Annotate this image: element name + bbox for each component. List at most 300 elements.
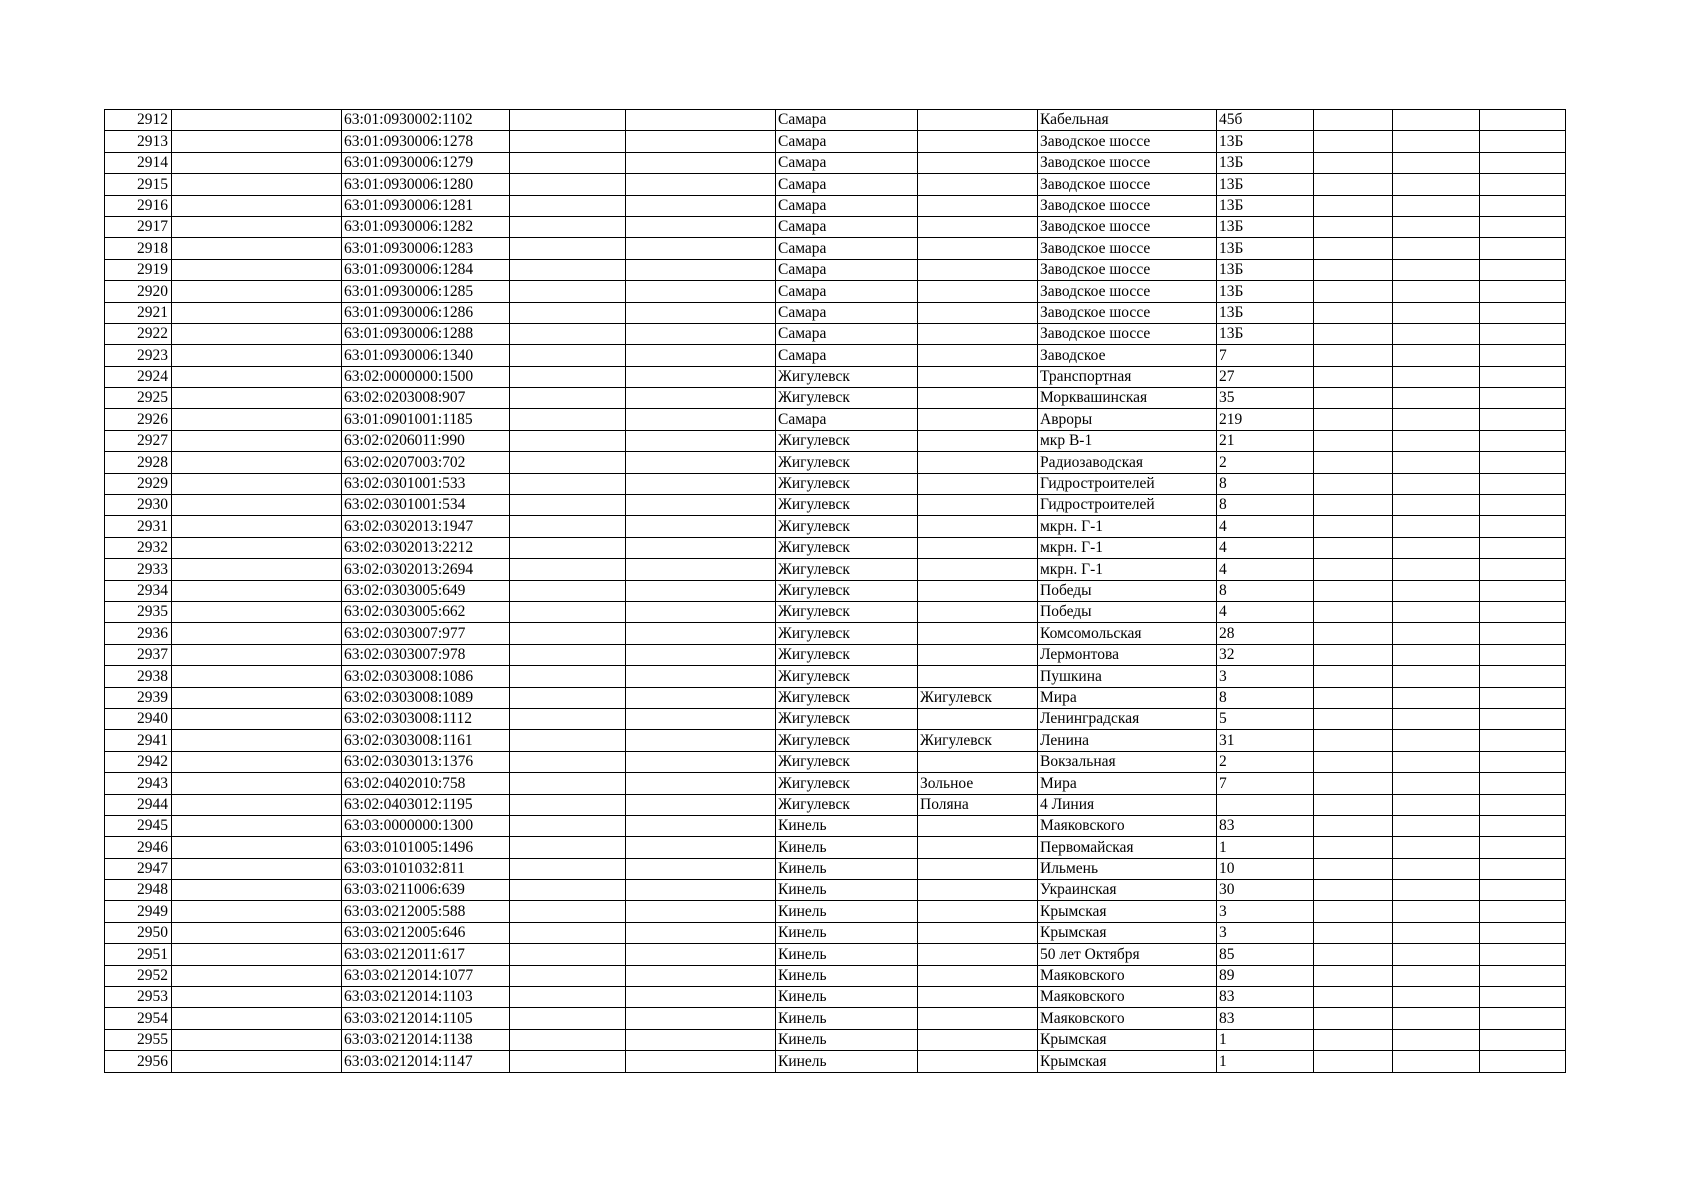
cadastral-number-cell: 63:03:0211006:639 [342,880,510,901]
city-cell: Кинель [776,987,918,1008]
house-number-cell: 8 [1217,580,1314,601]
empty-cell [172,259,342,280]
street-cell: Первомайская [1038,837,1217,858]
empty-cell [1314,815,1393,836]
row-number-cell: 2934 [105,580,172,601]
street-cell: Кабельная [1038,110,1217,131]
empty-cell [1314,708,1393,729]
city-cell: Самара [776,110,918,131]
house-number-cell: 31 [1217,730,1314,751]
cadastral-number-cell: 63:03:0101032:811 [342,858,510,879]
empty-cell [510,1008,626,1029]
empty-cell [510,195,626,216]
cadastral-number-cell: 63:02:0203008:907 [342,388,510,409]
empty-cell [1480,644,1566,665]
row-number-cell: 2951 [105,944,172,965]
empty-cell [510,794,626,815]
empty-cell [626,623,776,644]
empty-cell [1314,131,1393,152]
empty-cell [1480,366,1566,387]
empty-cell [172,323,342,344]
house-number-cell: 4 [1217,601,1314,622]
empty-cell [1393,409,1480,430]
empty-cell [1480,409,1566,430]
empty-cell [1393,537,1480,558]
locality-cell [918,708,1038,729]
table-row [105,944,1566,965]
empty-cell [1393,751,1480,772]
street-cell: Маяковского [1038,987,1217,1008]
street-cell: Авроры [1038,409,1217,430]
cadastral-number-cell: 63:02:0303008:1161 [342,730,510,751]
empty-cell [1314,345,1393,366]
empty-cell [1480,259,1566,280]
empty-cell [1314,323,1393,344]
house-number-cell: 8 [1217,495,1314,516]
street-cell: Победы [1038,580,1217,601]
empty-cell [1480,495,1566,516]
city-cell: Жигулевск [776,773,918,794]
empty-cell [510,216,626,237]
empty-cell [172,559,342,580]
cadastral-number-cell: 63:02:0303005:662 [342,601,510,622]
row-number-cell: 2937 [105,644,172,665]
empty-cell [172,495,342,516]
table-row [105,110,1566,131]
empty-cell [1393,345,1480,366]
empty-cell [1314,687,1393,708]
empty-cell [626,794,776,815]
house-number-cell: 219 [1217,409,1314,430]
empty-cell [1480,302,1566,323]
empty-cell [626,922,776,943]
house-number-cell: 7 [1217,345,1314,366]
empty-cell [510,110,626,131]
street-cell: Заводское шоссе [1038,195,1217,216]
row-number-cell: 2924 [105,366,172,387]
locality-cell [918,516,1038,537]
locality-cell [918,452,1038,473]
house-number-cell: 13Б [1217,152,1314,173]
street-cell: Ленинградская [1038,708,1217,729]
house-number-cell: 13Б [1217,323,1314,344]
empty-cell [1393,152,1480,173]
empty-cell [1480,174,1566,195]
cadastral-number-cell: 63:01:0930006:1284 [342,259,510,280]
house-number-cell: 83 [1217,1008,1314,1029]
street-cell: Крымская [1038,1051,1217,1072]
empty-cell [510,345,626,366]
empty-cell [1314,837,1393,858]
empty-cell [626,901,776,922]
city-cell: Самара [776,323,918,344]
empty-cell [1314,858,1393,879]
table-row [105,388,1566,409]
city-cell: Жигулевск [776,794,918,815]
cadastral-number-cell: 63:03:0212011:617 [342,944,510,965]
empty-cell [1393,452,1480,473]
row-number-cell: 2930 [105,495,172,516]
empty-cell [172,174,342,195]
city-cell: Самара [776,195,918,216]
empty-cell [626,580,776,601]
city-cell: Кинель [776,880,918,901]
city-cell: Самара [776,131,918,152]
city-cell: Жигулевск [776,601,918,622]
table-row [105,152,1566,173]
empty-cell [172,601,342,622]
empty-cell [1314,195,1393,216]
city-cell: Жигулевск [776,495,918,516]
empty-cell [172,430,342,451]
empty-cell [626,259,776,280]
table-row [105,1008,1566,1029]
street-cell: Гидростроителей [1038,495,1217,516]
cadastral-number-cell: 63:01:0930006:1286 [342,302,510,323]
house-number-cell: 28 [1217,623,1314,644]
city-cell: Жигулевск [776,623,918,644]
cadastral-number-cell: 63:02:0302013:2212 [342,537,510,558]
empty-cell [510,965,626,986]
empty-cell [510,495,626,516]
empty-cell [1314,216,1393,237]
street-cell: Крымская [1038,901,1217,922]
locality-cell [918,152,1038,173]
empty-cell [1480,281,1566,302]
empty-cell [510,730,626,751]
empty-cell [1480,323,1566,344]
empty-cell [510,880,626,901]
empty-cell [1393,858,1480,879]
house-number-cell: 1 [1217,1029,1314,1050]
empty-cell [510,452,626,473]
empty-cell [1393,259,1480,280]
row-number-cell: 2919 [105,259,172,280]
house-number-cell: 13Б [1217,174,1314,195]
empty-cell [1393,987,1480,1008]
empty-cell [172,773,342,794]
empty-cell [626,281,776,302]
house-number-cell: 30 [1217,880,1314,901]
empty-cell [1480,152,1566,173]
empty-cell [172,580,342,601]
empty-cell [510,1029,626,1050]
empty-cell [1393,559,1480,580]
house-number-cell: 89 [1217,965,1314,986]
street-cell: Крымская [1038,922,1217,943]
cadastral-number-cell: 63:03:0101005:1496 [342,837,510,858]
house-number-cell: 1 [1217,1051,1314,1072]
empty-cell [1480,815,1566,836]
empty-cell [1480,1029,1566,1050]
empty-cell [1393,880,1480,901]
cadastral-number-cell: 63:02:0301001:533 [342,473,510,494]
locality-cell [918,131,1038,152]
empty-cell [626,131,776,152]
empty-cell [1480,666,1566,687]
row-number-cell: 2935 [105,601,172,622]
row-number-cell: 2936 [105,623,172,644]
cadastral-number-cell: 63:01:0930002:1102 [342,110,510,131]
cadastral-number-cell: 63:01:0930006:1282 [342,216,510,237]
empty-cell [1480,880,1566,901]
empty-cell [510,174,626,195]
table-row [105,1029,1566,1050]
row-number-cell: 2918 [105,238,172,259]
city-cell: Самара [776,302,918,323]
house-number-cell: 2 [1217,452,1314,473]
empty-cell [1393,644,1480,665]
row-number-cell: 2922 [105,323,172,344]
street-cell: Крымская [1038,1029,1217,1050]
table-row [105,880,1566,901]
row-number-cell: 2952 [105,965,172,986]
empty-cell [1314,174,1393,195]
city-cell: Самара [776,174,918,195]
empty-cell [172,794,342,815]
empty-cell [626,987,776,1008]
city-cell: Жигулевск [776,559,918,580]
empty-cell [172,815,342,836]
table-row [105,516,1566,537]
empty-cell [1393,580,1480,601]
locality-cell [918,216,1038,237]
empty-cell [172,880,342,901]
table-row [105,623,1566,644]
row-number-cell: 2932 [105,537,172,558]
street-cell: Заводское шоссе [1038,152,1217,173]
empty-cell [1314,987,1393,1008]
street-cell: Пушкина [1038,666,1217,687]
empty-cell [172,751,342,772]
row-number-cell: 2915 [105,174,172,195]
street-cell: Победы [1038,601,1217,622]
table-row [105,302,1566,323]
locality-cell [918,323,1038,344]
empty-cell [1314,623,1393,644]
row-number-cell: 2941 [105,730,172,751]
city-cell: Жигулевск [776,430,918,451]
empty-cell [1314,944,1393,965]
empty-cell [172,922,342,943]
empty-cell [1480,730,1566,751]
row-number-cell: 2955 [105,1029,172,1050]
empty-cell [626,601,776,622]
cadastral-number-cell: 63:03:0212005:588 [342,901,510,922]
empty-cell [172,901,342,922]
table-row [105,815,1566,836]
cadastral-number-cell: 63:01:0930006:1340 [342,345,510,366]
empty-cell [510,623,626,644]
street-cell: Маяковского [1038,815,1217,836]
empty-cell [1480,195,1566,216]
empty-cell [510,944,626,965]
empty-cell [510,666,626,687]
empty-cell [1314,259,1393,280]
empty-cell [1393,366,1480,387]
empty-cell [1393,281,1480,302]
locality-cell [918,944,1038,965]
row-number-cell: 2953 [105,987,172,1008]
empty-cell [626,388,776,409]
city-cell: Самара [776,345,918,366]
row-number-cell: 2923 [105,345,172,366]
registry-table [104,109,1566,1073]
empty-cell [1393,473,1480,494]
empty-cell [626,559,776,580]
row-number-cell: 2920 [105,281,172,302]
table-row [105,901,1566,922]
empty-cell [1480,965,1566,986]
empty-cell [172,1051,342,1072]
cadastral-number-cell: 63:02:0303008:1089 [342,687,510,708]
locality-cell [918,473,1038,494]
locality-cell [918,409,1038,430]
cadastral-number-cell: 63:03:0212014:1138 [342,1029,510,1050]
locality-cell [918,174,1038,195]
empty-cell [626,858,776,879]
street-cell: 50 лет Октября [1038,944,1217,965]
house-number-cell: 45б [1217,110,1314,131]
cadastral-number-cell: 63:02:0303008:1086 [342,666,510,687]
city-cell: Жигулевск [776,730,918,751]
row-number-cell: 2940 [105,708,172,729]
empty-cell [172,1029,342,1050]
table-row [105,837,1566,858]
empty-cell [1480,345,1566,366]
empty-cell [1393,1008,1480,1029]
locality-cell: Жигулевск [918,687,1038,708]
house-number-cell: 13Б [1217,195,1314,216]
empty-cell [1480,773,1566,794]
locality-cell [918,858,1038,879]
empty-cell [172,987,342,1008]
city-cell: Жигулевск [776,366,918,387]
table-row [105,216,1566,237]
cadastral-number-cell: 63:02:0301001:534 [342,495,510,516]
empty-cell [626,687,776,708]
empty-cell [1314,430,1393,451]
city-cell: Кинель [776,944,918,965]
empty-cell [626,666,776,687]
empty-cell [626,495,776,516]
empty-cell [172,1008,342,1029]
empty-cell [626,345,776,366]
empty-cell [510,580,626,601]
table-row [105,751,1566,772]
empty-cell [1393,195,1480,216]
street-cell: Заводское шоссе [1038,131,1217,152]
street-cell: Заводское шоссе [1038,259,1217,280]
empty-cell [1314,1051,1393,1072]
empty-cell [1393,323,1480,344]
empty-cell [510,559,626,580]
empty-cell [172,837,342,858]
empty-cell [1314,1029,1393,1050]
house-number-cell: 8 [1217,687,1314,708]
empty-cell [172,516,342,537]
empty-cell [172,195,342,216]
city-cell: Жигулевск [776,580,918,601]
empty-cell [1480,987,1566,1008]
street-cell: Заводское шоссе [1038,323,1217,344]
empty-cell [510,708,626,729]
empty-cell [510,409,626,430]
row-number-cell: 2939 [105,687,172,708]
city-cell: Самара [776,216,918,237]
row-number-cell: 2949 [105,901,172,922]
empty-cell [1480,751,1566,772]
empty-cell [626,965,776,986]
row-number-cell: 2926 [105,409,172,430]
empty-cell [1393,302,1480,323]
empty-cell [1480,537,1566,558]
empty-cell [172,473,342,494]
empty-cell [1393,110,1480,131]
cadastral-number-cell: 63:03:0212014:1105 [342,1008,510,1029]
house-number-cell: 13Б [1217,302,1314,323]
cadastral-number-cell: 63:01:0930006:1283 [342,238,510,259]
empty-cell [510,644,626,665]
street-cell: Морквашинская [1038,388,1217,409]
cadastral-number-cell: 63:02:0402010:758 [342,773,510,794]
empty-cell [1314,495,1393,516]
empty-cell [1314,110,1393,131]
empty-cell [626,366,776,387]
empty-cell [1393,238,1480,259]
empty-cell [172,644,342,665]
table-row [105,409,1566,430]
city-cell: Кинель [776,901,918,922]
locality-cell [918,366,1038,387]
cadastral-number-cell: 63:03:0212014:1103 [342,987,510,1008]
empty-cell [1480,1008,1566,1029]
empty-cell [626,452,776,473]
locality-cell [918,259,1038,280]
empty-cell [626,216,776,237]
city-cell: Самара [776,259,918,280]
empty-cell [626,730,776,751]
street-cell: Вокзальная [1038,751,1217,772]
empty-cell [1480,388,1566,409]
locality-cell [918,281,1038,302]
city-cell: Жигулевск [776,644,918,665]
empty-cell [1393,495,1480,516]
empty-cell [1480,452,1566,473]
table-row [105,858,1566,879]
row-number-cell: 2913 [105,131,172,152]
cadastral-number-cell: 63:01:0930006:1279 [342,152,510,173]
row-number-cell: 2950 [105,922,172,943]
table-row [105,174,1566,195]
empty-cell [1314,152,1393,173]
row-number-cell: 2933 [105,559,172,580]
empty-cell [1314,666,1393,687]
locality-cell [918,388,1038,409]
empty-cell [1393,944,1480,965]
empty-cell [1480,1051,1566,1072]
empty-cell [510,430,626,451]
house-number-cell: 83 [1217,987,1314,1008]
empty-cell [1480,580,1566,601]
empty-cell [1314,473,1393,494]
city-cell: Кинель [776,858,918,879]
street-cell: 4 Линия [1038,794,1217,815]
row-number-cell: 2917 [105,216,172,237]
city-cell: Кинель [776,965,918,986]
street-cell: мкр В-1 [1038,430,1217,451]
empty-cell [1314,922,1393,943]
